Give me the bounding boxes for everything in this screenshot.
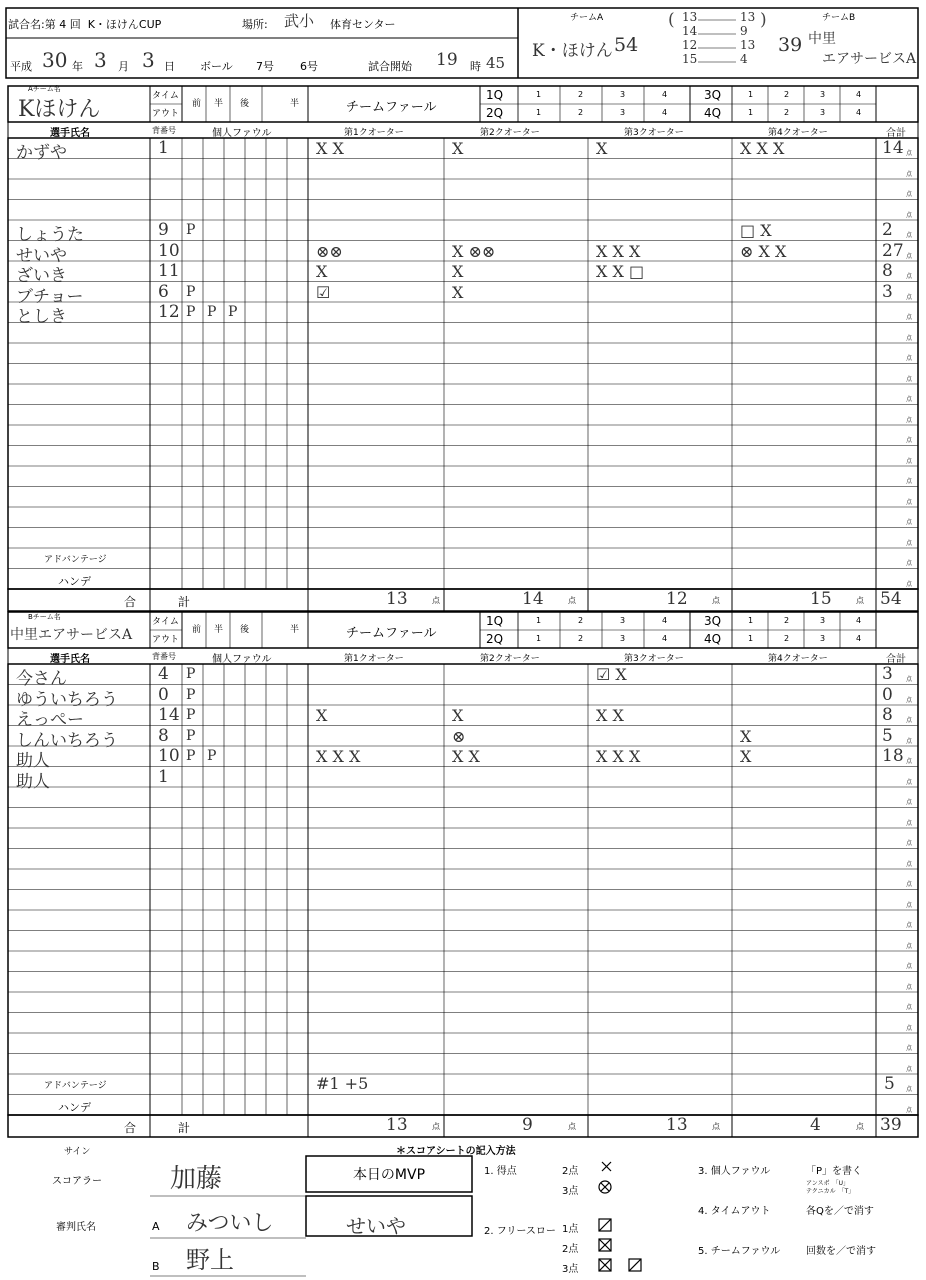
advantage-total: 5 bbox=[884, 1074, 895, 1094]
advantage-label: アドバンテージ bbox=[44, 1081, 107, 1091]
pt-mark: 点 bbox=[906, 799, 913, 806]
timeout-label: アウト bbox=[152, 109, 180, 119]
quarter-score: ☑ bbox=[316, 282, 331, 302]
box1-mark bbox=[629, 1259, 641, 1271]
howto-5: 5. チームファウル bbox=[698, 1246, 781, 1257]
teamA-name-label: Aチーム名 bbox=[28, 85, 61, 93]
foul-num: 4 bbox=[856, 108, 862, 117]
header-bracket-left: ( bbox=[668, 10, 675, 30]
start-min: 45 bbox=[486, 54, 506, 72]
foul-num: 2 bbox=[784, 616, 790, 625]
player-number: 14 bbox=[158, 705, 180, 725]
header-q-score-a: 13 bbox=[682, 10, 698, 24]
howto-1-2pt: 2点 bbox=[562, 1166, 579, 1177]
foul-num: 2 bbox=[784, 634, 790, 643]
howto-title: ＊スコアシートの記入方法 bbox=[396, 1146, 516, 1157]
timeout-label: タイム bbox=[152, 617, 179, 627]
pt-mark: 点 bbox=[906, 252, 913, 260]
pt-mark: 点 bbox=[906, 676, 913, 683]
quarter-score: ⊗ bbox=[452, 726, 466, 746]
pt-mark: 点 bbox=[906, 191, 913, 198]
personal-foul: P bbox=[186, 748, 196, 764]
pt-mark: 点 bbox=[906, 150, 913, 157]
player-name: 助人 bbox=[16, 771, 50, 792]
foul-num: 3 bbox=[820, 90, 826, 99]
scorer-name: 加藤 bbox=[170, 1164, 223, 1194]
personal-foul: P bbox=[207, 304, 217, 320]
foul-num: 3 bbox=[620, 616, 626, 625]
teamB-label: チームB bbox=[822, 13, 856, 23]
quarter-header: 第3クオーター bbox=[624, 128, 684, 138]
pt-mark: 点 bbox=[906, 963, 913, 970]
pt-mark: 点 bbox=[906, 519, 913, 526]
team-foul-label: チームファール bbox=[346, 626, 437, 641]
player-name: ゆういちろう bbox=[16, 689, 118, 710]
foul-num: 4 bbox=[662, 90, 668, 99]
foul-later-label: 後 bbox=[240, 625, 250, 635]
pt-mark: 点 bbox=[906, 580, 913, 588]
pt-mark: 点 bbox=[906, 778, 913, 786]
pt-mark: 点 bbox=[906, 922, 913, 929]
pt-mark: 点 bbox=[432, 596, 440, 605]
referee-label: 審判氏名 bbox=[56, 1222, 96, 1233]
foul-num: 4 bbox=[662, 108, 668, 117]
start-label: 試合開始 bbox=[368, 60, 412, 73]
quarter-total: 15 bbox=[810, 589, 832, 609]
pt-mark: 点 bbox=[906, 355, 913, 362]
grid-box bbox=[8, 1115, 918, 1137]
quarter-score: X bbox=[740, 747, 752, 766]
timeout-label: タイム bbox=[152, 91, 179, 101]
x-mark bbox=[602, 1162, 611, 1171]
teamB-name-header-line2: エアサービスA bbox=[822, 51, 917, 67]
howto-4: 4. タイムアウト bbox=[698, 1206, 771, 1217]
box2-mark bbox=[599, 1259, 611, 1271]
quarter-score: ⊗⊗ bbox=[316, 241, 343, 261]
pt-mark: 点 bbox=[906, 737, 913, 745]
howto-2-3pt: 3点 bbox=[562, 1264, 579, 1275]
howto-3-desc: 「P」を書く bbox=[806, 1166, 863, 1177]
place-handwritten: 武小 bbox=[284, 12, 315, 30]
quarter-total: 4 bbox=[810, 1115, 821, 1135]
foul-first-label: 前 bbox=[192, 625, 202, 635]
foul-half-label: 半 bbox=[214, 99, 224, 109]
pt-mark: 点 bbox=[906, 1065, 913, 1073]
day-value: 3 bbox=[142, 48, 155, 72]
pt-mark: 点 bbox=[906, 416, 913, 424]
player-total: 14 bbox=[882, 138, 904, 158]
header-q-score-b: 4 bbox=[740, 52, 748, 66]
quarter-score: X ⊗⊗ bbox=[452, 241, 496, 261]
teamA-name: Kほけん bbox=[18, 97, 101, 122]
foul-num: 3 bbox=[820, 634, 826, 643]
quarter-score: X X bbox=[316, 139, 344, 158]
pt-mark: 点 bbox=[906, 539, 913, 547]
player-number: 1 bbox=[158, 766, 169, 787]
uniform-no-header: 背番号 bbox=[152, 652, 176, 661]
quarter-total: 9 bbox=[522, 1115, 533, 1135]
quarter-header: 第3クオーター bbox=[624, 654, 684, 664]
player-name: かずや bbox=[16, 143, 67, 163]
player-number: 12 bbox=[158, 302, 180, 322]
foul-num: 1 bbox=[536, 90, 542, 99]
era-label: 平成 bbox=[10, 60, 32, 73]
pt-mark: 点 bbox=[906, 1004, 913, 1011]
player-total: 8 bbox=[882, 705, 893, 725]
player-number: 0 bbox=[158, 684, 169, 705]
player-name: しょうた bbox=[16, 225, 84, 245]
match-kai: 回 bbox=[69, 18, 81, 31]
quarter-score: X X bbox=[452, 747, 480, 766]
quarter-header: 第2クオーター bbox=[480, 654, 540, 664]
quarter-score: X X □ bbox=[596, 262, 645, 281]
teamB-name-header-line1: 中里 bbox=[808, 31, 836, 47]
personal-foul: P bbox=[228, 304, 238, 320]
pt-mark: 点 bbox=[906, 375, 913, 383]
pt-mark: 点 bbox=[906, 942, 913, 950]
quarter-header: 第4クオーター bbox=[768, 128, 828, 138]
q2-label: 2Q bbox=[486, 106, 504, 120]
pt-mark: 点 bbox=[906, 170, 913, 178]
quarter-score: X bbox=[452, 139, 464, 158]
foul-num: 3 bbox=[820, 108, 826, 117]
month-value: 3 bbox=[94, 48, 107, 72]
player-name: 助人 bbox=[16, 751, 50, 771]
header-q-score-b: 9 bbox=[740, 24, 748, 38]
quarter-total: 12 bbox=[666, 589, 688, 609]
header-q-score-a: 14 bbox=[682, 24, 698, 38]
howto-3-sub1: アンスポ 「U」 bbox=[806, 1180, 849, 1187]
player-number: 9 bbox=[158, 220, 169, 240]
teamA-name-header: K・ほけん bbox=[532, 41, 613, 61]
pt-mark: 点 bbox=[906, 717, 913, 724]
quarter-score: X X bbox=[596, 706, 624, 725]
quarter-header: 第4クオーター bbox=[768, 654, 828, 664]
foul-half-label: 半 bbox=[214, 625, 224, 635]
personal-foul: P bbox=[207, 748, 217, 764]
grand-total: 39 bbox=[880, 1115, 902, 1135]
personal-foul-header: 個人ファウル bbox=[212, 654, 272, 665]
pt-mark: 点 bbox=[906, 211, 913, 219]
timeout-label: アウト bbox=[152, 635, 180, 645]
foul-half2-label: 半 bbox=[290, 625, 300, 635]
team-foul-label: チームファール bbox=[346, 100, 437, 115]
header-q-score-b: 13 bbox=[740, 10, 756, 24]
player-total: 3 bbox=[882, 664, 893, 684]
foul-num: 2 bbox=[784, 90, 790, 99]
match-label-area bbox=[8, 16, 161, 32]
sum-label: 合 bbox=[124, 595, 137, 609]
personal-foul: P bbox=[186, 304, 196, 320]
ref-b-name: 野上 bbox=[186, 1246, 234, 1274]
teamB-name: 中里エアサービスA bbox=[10, 627, 133, 643]
quarter-score: X X X bbox=[316, 747, 361, 766]
q2-label: 2Q bbox=[486, 632, 504, 646]
player-name: ブチョー bbox=[16, 286, 84, 307]
pt-mark: 点 bbox=[906, 232, 913, 239]
mvp-name: せいや bbox=[346, 1214, 406, 1238]
pt-mark: 点 bbox=[906, 860, 913, 868]
foul-num: 1 bbox=[748, 90, 754, 99]
q4-label: 4Q bbox=[704, 632, 722, 646]
header-q-score-a: 12 bbox=[682, 38, 698, 52]
quarter-total: 13 bbox=[666, 1115, 688, 1135]
pt-mark: 点 bbox=[906, 696, 913, 704]
personal-foul: P bbox=[186, 666, 196, 682]
quarter-score: □ X bbox=[740, 221, 772, 240]
player-total: 0 bbox=[882, 684, 893, 705]
teamB-total-header: 39 bbox=[778, 34, 803, 56]
quarter-total: 14 bbox=[522, 589, 544, 609]
pt-mark: 点 bbox=[712, 1122, 720, 1131]
quarter-score: X bbox=[452, 282, 464, 302]
q3-label: 3Q bbox=[704, 88, 722, 102]
header-q-score-b: 13 bbox=[740, 38, 756, 52]
howto-2: 2. フリースロー bbox=[484, 1226, 556, 1237]
personal-foul: P bbox=[186, 707, 196, 723]
advantage-label: アドバンテージ bbox=[44, 555, 107, 565]
foul-num: 4 bbox=[662, 616, 668, 625]
pt-mark: 点 bbox=[568, 1122, 576, 1131]
pt-mark: 点 bbox=[906, 498, 913, 506]
quarter-score: ⊗ X X bbox=[740, 241, 787, 261]
pt-mark: 点 bbox=[906, 396, 913, 403]
player-name: ざいき bbox=[16, 266, 67, 286]
start-hour: 19 bbox=[436, 50, 458, 70]
personal-foul: P bbox=[186, 727, 196, 744]
howto-3: 3. 個人ファウル bbox=[698, 1166, 771, 1177]
handicap-label: ハンデ bbox=[58, 574, 91, 588]
foul-num: 2 bbox=[784, 108, 790, 117]
pt-mark: 点 bbox=[906, 334, 913, 342]
handicap-label: ハンデ bbox=[58, 1100, 91, 1114]
match-name: K・ほけんCUP bbox=[87, 18, 162, 31]
player-name: しんいちろう bbox=[16, 730, 118, 751]
q4-label: 4Q bbox=[704, 106, 722, 120]
box2-mark bbox=[599, 1239, 611, 1251]
howto-2-2pt: 2点 bbox=[562, 1244, 579, 1255]
pt-mark: 点 bbox=[432, 1122, 440, 1131]
quarter-header: 第1クオーター bbox=[344, 654, 404, 664]
pt-mark: 点 bbox=[906, 293, 913, 301]
day-unit: 日 bbox=[164, 60, 175, 73]
month-unit: 月 bbox=[118, 60, 129, 73]
pt-mark: 点 bbox=[568, 596, 576, 605]
player-total: 8 bbox=[882, 261, 893, 281]
year-unit: 年 bbox=[72, 60, 83, 73]
player-name: せいや bbox=[16, 245, 67, 266]
foul-num: 1 bbox=[536, 108, 542, 117]
pt-mark: 点 bbox=[906, 1086, 913, 1093]
quarter-score: X X X bbox=[740, 139, 785, 158]
foul-num: 3 bbox=[820, 616, 826, 625]
pt-mark: 点 bbox=[906, 901, 913, 909]
foul-num: 3 bbox=[620, 90, 626, 99]
mvp-label: 本日のMVP bbox=[352, 1167, 426, 1183]
howto-5-desc: 回数を／で消す bbox=[806, 1246, 876, 1257]
pt-mark: 点 bbox=[906, 314, 913, 321]
player-total: 5 bbox=[882, 725, 893, 746]
box1-mark bbox=[599, 1219, 611, 1231]
uniform-no-header: 背番号 bbox=[152, 126, 176, 135]
foul-first-label: 前 bbox=[192, 99, 202, 109]
player-number: 1 bbox=[158, 138, 169, 158]
player-number: 10 bbox=[158, 240, 180, 261]
personal-foul: P bbox=[186, 222, 196, 238]
sum-label: 計 bbox=[178, 1121, 191, 1135]
pt-mark: 点 bbox=[906, 983, 913, 991]
howto-1: 1. 得点 bbox=[484, 1166, 517, 1177]
player-name-header: 選手氏名 bbox=[50, 654, 90, 665]
quarter-score: X bbox=[452, 706, 464, 725]
quarter-header: 第1クオーター bbox=[344, 128, 404, 138]
foul-later-label: 後 bbox=[240, 99, 250, 109]
foul-num: 1 bbox=[536, 634, 542, 643]
teamA-label: チームA bbox=[570, 13, 604, 23]
player-total: 18 bbox=[882, 746, 904, 766]
foul-num: 1 bbox=[748, 616, 754, 625]
personal-foul: P bbox=[186, 283, 196, 300]
q1-label: 1Q bbox=[486, 88, 504, 102]
place-label: 場所: bbox=[242, 18, 268, 31]
pt-mark: 点 bbox=[906, 560, 913, 567]
ball-6: 6号 bbox=[300, 60, 318, 73]
teamA-total-header: 54 bbox=[614, 34, 639, 56]
total-header: 合計 bbox=[886, 128, 906, 139]
foul-num: 1 bbox=[536, 616, 542, 625]
sum-label: 計 bbox=[178, 595, 191, 609]
player-number: 8 bbox=[158, 725, 169, 746]
total-header: 合計 bbox=[886, 654, 906, 665]
pt-mark: 点 bbox=[906, 478, 913, 485]
sign-label: サイン bbox=[64, 1147, 91, 1157]
match-label: 試合名:第 bbox=[8, 18, 56, 31]
personal-foul-header: 個人ファウル bbox=[212, 128, 272, 139]
pt-mark: 点 bbox=[906, 819, 913, 827]
player-name: としき bbox=[16, 307, 67, 327]
teamB-name-label: Bチーム名 bbox=[28, 613, 61, 621]
sum-label: 合 bbox=[124, 1121, 137, 1135]
player-total: 27 bbox=[882, 240, 904, 261]
howto-1-3pt: 3点 bbox=[562, 1186, 579, 1197]
foul-num: 4 bbox=[856, 634, 862, 643]
quarter-score: X bbox=[596, 139, 608, 158]
q3-label: 3Q bbox=[704, 614, 722, 628]
place-printed: 体育センター bbox=[330, 18, 396, 31]
personal-foul: P bbox=[186, 686, 196, 703]
pt-mark: 点 bbox=[712, 596, 720, 605]
quarter-score: X bbox=[452, 262, 464, 281]
player-name: 今さん bbox=[16, 669, 67, 689]
player-number: 10 bbox=[158, 746, 180, 766]
ref-b-label: B bbox=[152, 1260, 160, 1273]
year-value: 30 bbox=[42, 48, 68, 72]
quarter-score: ☑ X bbox=[596, 665, 627, 684]
foul-num: 2 bbox=[578, 90, 584, 99]
howto-2-1pt: 1点 bbox=[562, 1224, 579, 1235]
pt-mark: 点 bbox=[856, 596, 864, 605]
pt-mark: 点 bbox=[906, 758, 913, 765]
foul-half2-label: 半 bbox=[290, 99, 300, 109]
pt-mark: 点 bbox=[906, 1045, 913, 1052]
ball-7: 7号 bbox=[256, 60, 274, 73]
player-number: 4 bbox=[158, 664, 169, 684]
pt-mark: 点 bbox=[906, 273, 913, 280]
foul-num: 4 bbox=[856, 616, 862, 625]
scorer-label: スコアラー bbox=[52, 1176, 102, 1187]
howto-4-desc: 各Qを／で消す bbox=[806, 1206, 874, 1217]
header-q-score-a: 15 bbox=[682, 52, 698, 66]
howto-3-sub2: テクニカル 「T」 bbox=[806, 1188, 855, 1195]
pt-mark: 点 bbox=[856, 1122, 864, 1131]
player-total: 3 bbox=[882, 281, 893, 302]
foul-num: 2 bbox=[578, 108, 584, 117]
quarter-score: X bbox=[316, 706, 328, 725]
ox-mark bbox=[599, 1181, 611, 1193]
ref-a-name: みついし bbox=[186, 1211, 274, 1236]
grand-total: 54 bbox=[880, 589, 902, 609]
foul-num: 3 bbox=[620, 634, 626, 643]
header-bracket-right: ) bbox=[760, 10, 767, 30]
quarter-total: 13 bbox=[386, 1115, 408, 1135]
pt-mark: 点 bbox=[906, 881, 913, 888]
player-number: 11 bbox=[158, 261, 180, 281]
foul-num: 1 bbox=[748, 108, 754, 117]
q1-label: 1Q bbox=[486, 614, 504, 628]
foul-num: 1 bbox=[748, 634, 754, 643]
pt-mark: 点 bbox=[906, 1106, 913, 1114]
quarter-score: X X X bbox=[596, 747, 641, 766]
ball-label: ボール bbox=[200, 60, 233, 73]
match-number: 4 bbox=[59, 18, 67, 31]
quarter-score: X X X bbox=[596, 241, 641, 261]
foul-num: 2 bbox=[578, 634, 584, 643]
quarter-header: 第2クオーター bbox=[480, 128, 540, 138]
hour-unit: 時 bbox=[470, 60, 481, 73]
quarter-score: X bbox=[316, 262, 328, 281]
ref-a-label: A bbox=[152, 1220, 160, 1233]
foul-num: 4 bbox=[856, 90, 862, 99]
foul-num: 2 bbox=[578, 616, 584, 625]
pt-mark: 点 bbox=[906, 457, 913, 465]
foul-num: 4 bbox=[662, 634, 668, 643]
foul-num: 3 bbox=[620, 108, 626, 117]
player-number: 6 bbox=[158, 281, 169, 302]
pt-mark: 点 bbox=[906, 437, 913, 444]
player-name: えっぺー bbox=[16, 710, 84, 730]
pt-mark: 点 bbox=[906, 840, 913, 847]
grid-box bbox=[8, 589, 918, 611]
player-name-header: 選手氏名 bbox=[50, 128, 90, 139]
player-total: 2 bbox=[882, 220, 893, 240]
pt-mark: 点 bbox=[906, 1024, 913, 1032]
advantage-value: #1 +5 bbox=[316, 1074, 369, 1093]
quarter-total: 13 bbox=[386, 589, 408, 609]
quarter-score: X bbox=[740, 726, 752, 746]
